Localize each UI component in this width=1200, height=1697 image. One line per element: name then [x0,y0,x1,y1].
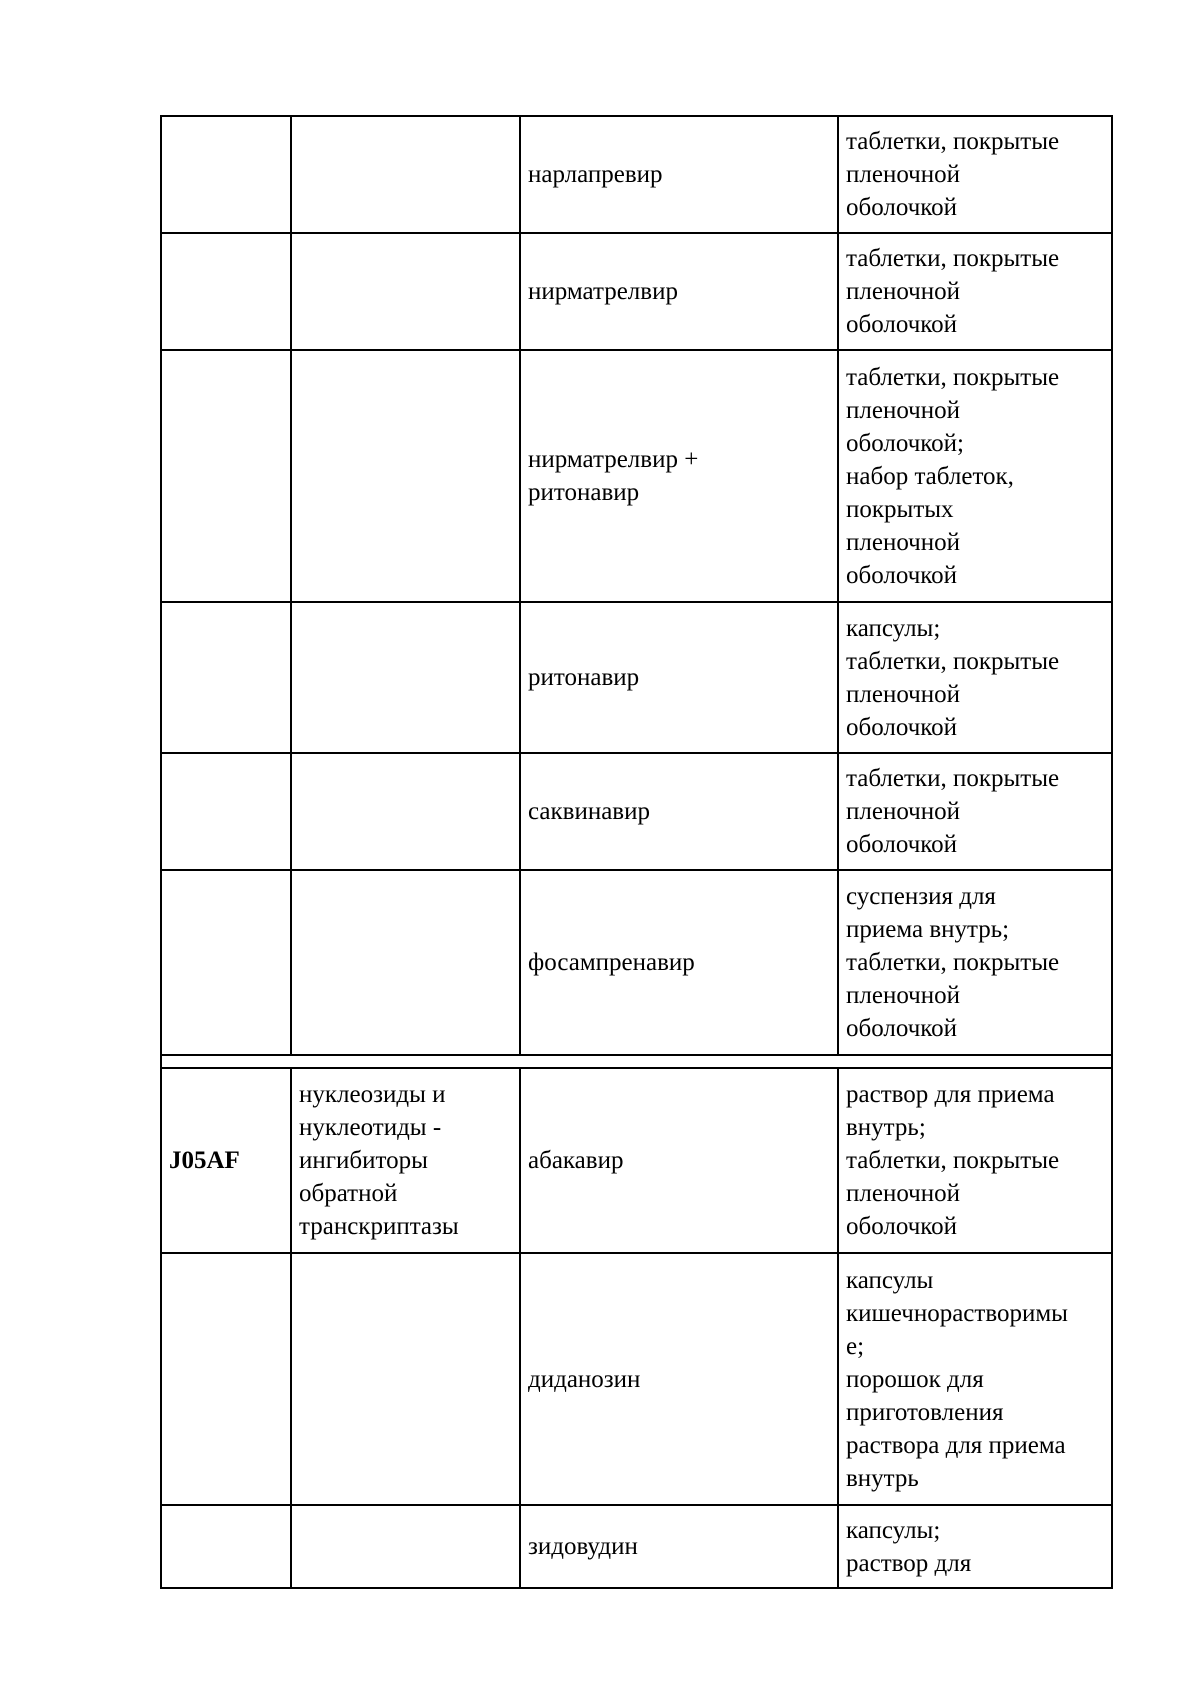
dosage-form-line: внутрь [846,1464,919,1492]
dosage-form-line: таблетки, покрытые [846,363,1060,391]
dosage-form-cell [838,870,1112,1055]
dosage-form-line: пленочной [846,982,961,1009]
dosage-form-line: таблетки, покрытые [846,647,1060,675]
drug-name-line: диданозин [528,1365,641,1393]
group-cell [291,1253,520,1505]
drug-name-cell [520,116,838,233]
drug-name-cell [520,350,838,602]
dosage-form-line: е; [846,1332,865,1360]
dosage-form-line: таблетки, покрытые [846,128,1060,155]
table-row [161,753,1112,870]
dosage-form-line: пленочной [846,278,961,305]
dosage-form-cell [838,350,1112,602]
drug-name-line: зидовудин [528,1533,638,1560]
drug-name-line: абакавир [528,1147,624,1174]
group-name-line: ингибиторы [299,1147,428,1174]
group-name-line: обратной [299,1180,398,1207]
dosage-form-line: пленочной [846,161,961,188]
table-row [161,350,1112,602]
dosage-form-line: оболочкой [846,831,958,858]
dosage-form-cell [838,1253,1112,1505]
atc-code-cell [161,870,291,1055]
dosage-form-line: таблетки, покрытые [846,245,1060,272]
dosage-form-cell [838,1505,1112,1588]
drug-name-cell [520,602,838,753]
dosage-form-line: таблетки, покрытые [846,1147,1060,1174]
drug-name-line: нарлапревир [528,161,663,188]
group-name-line: нуклеотиды - [299,1114,442,1141]
dosage-form-line: суспензия для [846,883,996,910]
dosage-form-line: пленочной [846,680,961,708]
table-row [161,233,1112,350]
drug-name-line: нирматрелвир [528,278,678,305]
dosage-form-line: таблетки, покрытые [846,949,1060,976]
table-row [161,870,1112,1055]
drug-name-line: саквинавир [528,798,650,825]
dosage-form-line: кишечнорастворимы [846,1299,1068,1327]
table-row [161,1253,1112,1505]
drug-name-cell [520,753,838,870]
atc-code-cell [161,1068,291,1253]
drug-name-line: ритонавир [528,664,640,691]
drug-name-cell [520,1253,838,1505]
group-cell [291,350,520,602]
dosage-form-line: оболочкой [846,311,958,338]
atc-code-cell [161,1505,291,1588]
dosage-form-line: капсулы; [846,614,941,642]
table-body [161,116,1112,1588]
dosage-form-line: капсулы; [846,1516,941,1544]
drug-name-cell [520,233,838,350]
table-row [161,602,1112,753]
table-row [161,1068,1112,1253]
dosage-form-line: пленочной [846,1180,961,1207]
dosage-form-line: внутрь; [846,1114,926,1141]
atc-code-cell [161,116,291,233]
group-cell [291,753,520,870]
dosage-form-cell [838,233,1112,350]
dosage-form-line: оболочкой [846,1213,958,1240]
group-cell [291,116,520,233]
atc-code-cell [161,753,291,870]
dosage-form-line: оболочкой [846,194,958,221]
dosage-form-line: пленочной [846,798,961,825]
dosage-form-line: оболочкой [846,1015,958,1042]
atc-code-cell [161,233,291,350]
dosage-form-line: раствор для [846,1549,972,1577]
spacer-cell [161,1055,1112,1068]
atc-code-cell [161,1253,291,1505]
dosage-form-line: пленочной [846,528,961,556]
dosage-form-line: приготовления [846,1398,1004,1426]
dosage-form-cell [838,753,1112,870]
dosage-form-cell [838,602,1112,753]
dosage-form-line: порошок для [846,1365,984,1393]
group-cell [291,233,520,350]
table-row [161,116,1112,233]
dosage-form-cell [838,1068,1112,1253]
dosage-form-line: приема внутрь; [846,916,1010,943]
dosage-form-line: покрытых [846,495,954,523]
atc-code: J05AF [169,1147,240,1174]
group-cell [291,870,520,1055]
group-cell [291,602,520,753]
dosage-form-line: капсулы [846,1266,934,1294]
dosage-form-line: раствор для приема [846,1081,1055,1108]
drug-name-cell [520,1505,838,1588]
group-name-line: транскриптазы [299,1213,459,1240]
drug-name-line: нирматрелвир + [528,446,699,473]
drug-name-cell [520,1068,838,1253]
drug-name-line: фосампренавир [528,949,695,976]
dosage-form-cell [838,116,1112,233]
table-spacer-row [161,1055,1112,1068]
dosage-form-line: таблетки, покрытые [846,765,1060,792]
dosage-form-line: оболочкой [846,561,958,589]
table-row [161,1505,1112,1588]
drug-name-cell [520,870,838,1055]
dosage-form-line: оболочкой; [846,429,964,457]
drug-table [160,115,1113,1589]
atc-code-cell [161,602,291,753]
dosage-form-line: оболочкой [846,713,958,741]
dosage-form-line: набор таблеток, [846,462,1014,490]
dosage-form-line: пленочной [846,396,961,424]
group-name-line: нуклеозиды и [299,1081,446,1108]
atc-code-cell [161,350,291,602]
drug-name-line: ритонавир [528,479,640,506]
dosage-form-line: раствора для приема [846,1431,1066,1459]
group-cell [291,1068,520,1253]
group-cell [291,1505,520,1588]
